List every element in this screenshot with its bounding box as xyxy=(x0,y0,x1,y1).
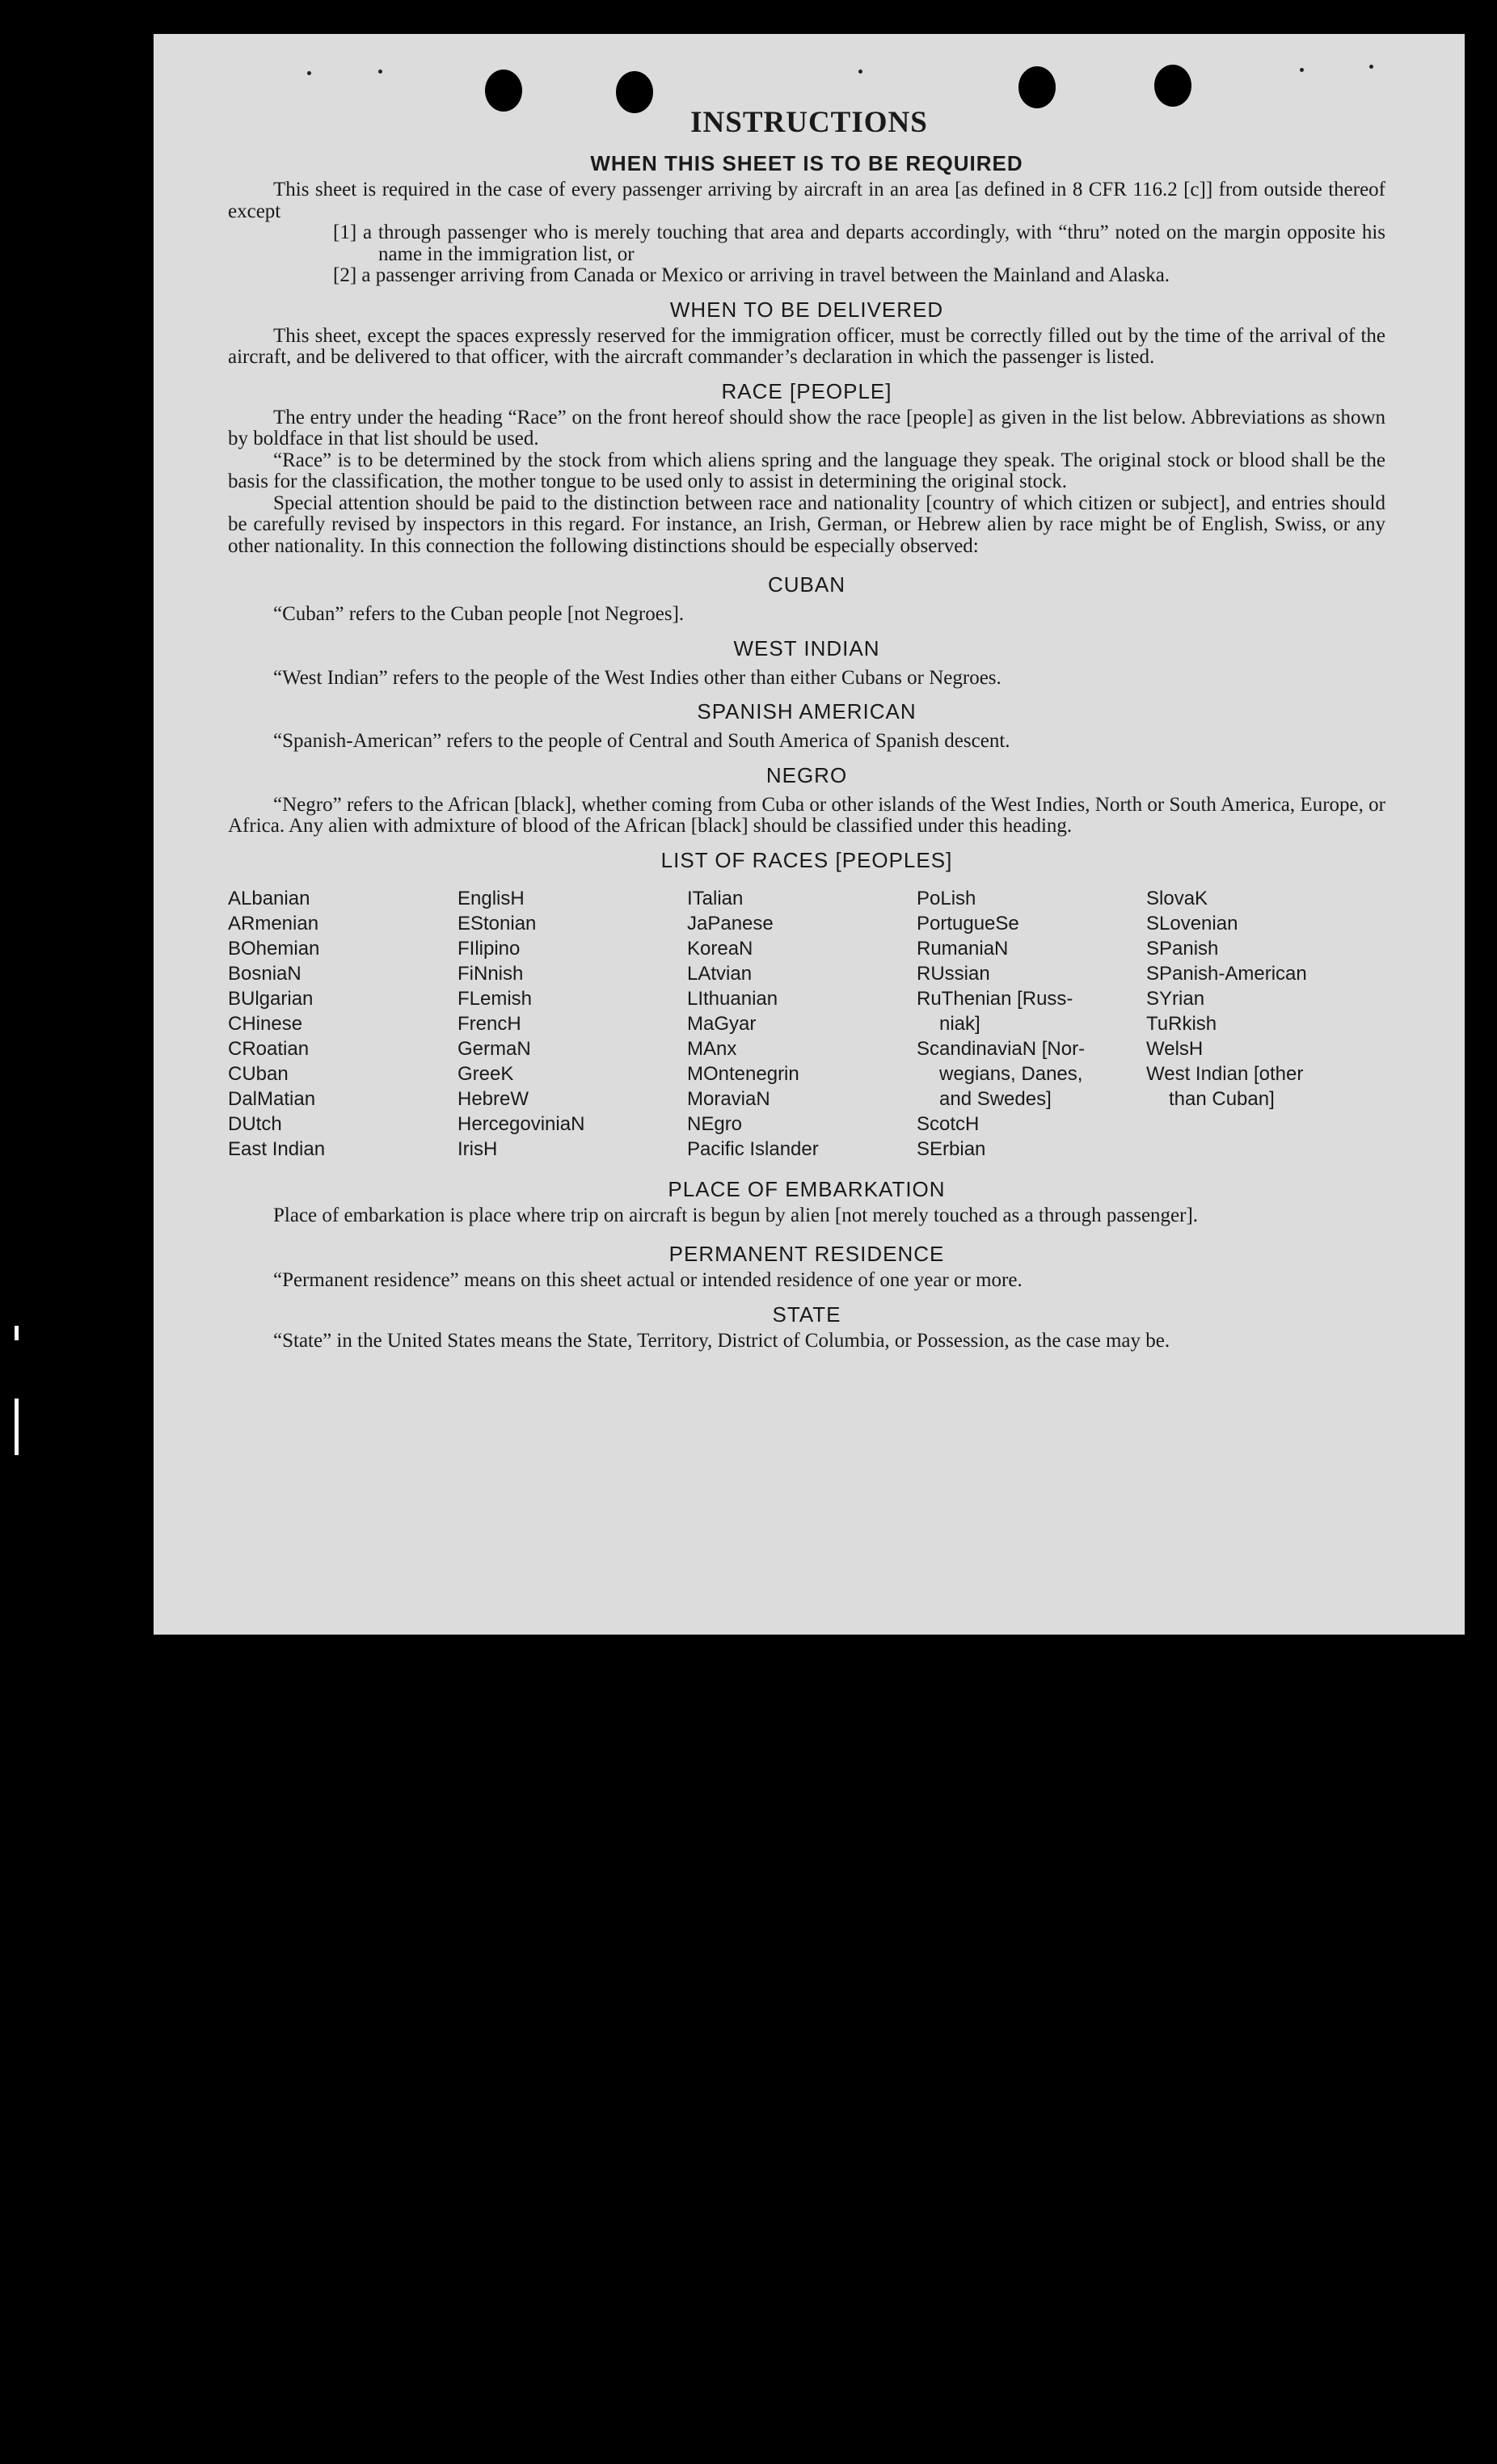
negro-text: “Negro” refers to the African [black], whether coming from Cuba or other islands of the West Indies, North or South America, Europe, or Africa. Any alien with admixture of blood of the African [black] should be classified under this heading. xyxy=(228,793,1385,837)
race-entry: IrisH xyxy=(458,1137,498,1160)
race-entry: LAtvian xyxy=(687,962,753,985)
race-entry: ARmenian xyxy=(228,912,319,935)
race-entry: SYrian xyxy=(1146,987,1205,1010)
race-entry: Pacific Islander xyxy=(687,1137,819,1160)
race-entry: East Indian xyxy=(228,1137,326,1160)
embarkation-text: Place of embarkation is place where trip on aircraft is begun by alien [not merely touched as a through passenger]. xyxy=(273,1204,1199,1226)
heading-state: STATE xyxy=(772,1302,841,1327)
speck xyxy=(858,70,862,74)
race-entry: than Cuban] xyxy=(1169,1087,1275,1110)
race-entry: FiNnish xyxy=(458,962,524,985)
race-entry: and Swedes] xyxy=(939,1087,1052,1110)
cuban-text: “Cuban” refers to the Cuban people [not Negroes]. xyxy=(273,603,685,625)
race-entry: CUban xyxy=(228,1062,289,1085)
heading-place-of-embarkation: PLACE OF EMBARKATION xyxy=(668,1176,946,1201)
race-entry: PortugueSe xyxy=(917,912,1019,935)
race-entry: RuThenian [Russ- xyxy=(917,987,1073,1010)
race-entry: ScotcH xyxy=(917,1112,980,1135)
film-scratch xyxy=(15,1399,19,1455)
race-paragraph-1: The entry under the heading “Race” on the front hereof should show the race [people] as given in the list below. Abbreviations as shown by boldface in that list should be used. xyxy=(228,406,1385,449)
punch-hole xyxy=(1018,66,1056,108)
race-entry: ScandinaviaN [Nor- xyxy=(917,1037,1086,1060)
state-text: “State” in the United States means the State, Territory, District of Columbia, or Possession, as the case may be. xyxy=(273,1329,1170,1352)
race-entry: MAnx xyxy=(687,1037,737,1060)
speck xyxy=(378,70,382,74)
races-column-1 xyxy=(228,886,458,1162)
race-entry: FIlipino xyxy=(458,937,521,960)
race-entry: GermaN xyxy=(458,1037,531,1060)
when-delivered-text: This sheet, except the spaces expressly reserved for the immigration officer, must be correctly filled out by the time of the arrival of the aircraft, and be delivered to that officer, with the aircraft commander’s declaration in which the passenger is listed. xyxy=(228,324,1385,368)
race-entry: JaPanese xyxy=(687,912,774,935)
race-entry: TuRkish xyxy=(1146,1012,1217,1035)
race-entry: FLemish xyxy=(458,987,533,1010)
race-entry: niak] xyxy=(939,1012,980,1035)
heading-when-required: WHEN THIS SHEET IS TO BE REQUIRED xyxy=(590,151,1023,175)
races-column-3 xyxy=(687,886,917,1162)
race-entry: SLovenian xyxy=(1146,912,1238,935)
heading-list-of-races: LIST OF RACES [PEOPLES] xyxy=(660,847,953,872)
speck xyxy=(1369,65,1373,69)
heading-permanent-residence: PERMANENT RESIDENCE xyxy=(668,1242,945,1266)
heading-spanish-american: SPANISH AMERICAN xyxy=(697,699,917,724)
page-title: INSTRUCTIONS xyxy=(690,106,928,139)
race-entry: RUssian xyxy=(917,962,990,985)
race-entry: FrencH xyxy=(458,1012,521,1035)
instructions-body xyxy=(228,147,1385,1352)
race-entry: DalMatian xyxy=(228,1087,316,1110)
race-entry: CHinese xyxy=(228,1012,303,1035)
race-entry: GreeK xyxy=(458,1062,514,1085)
race-entry: SErbian xyxy=(917,1137,986,1160)
race-entry: BUlgarian xyxy=(228,987,314,1010)
heading-west-indian: WEST INDIAN xyxy=(733,635,880,660)
races-column-2 xyxy=(458,886,687,1162)
race-paragraph-2: “Race” is to be determined by the stock from which aliens spring and the language they speak. The original stock or blood shall be the basis for the classification, the mother tongue to be used only to assist in determining the original stock. xyxy=(228,449,1385,492)
when-required-item-2: [2] a passenger arriving from Canada or Mexico or arriving in travel between the Mainland and Alaska. xyxy=(333,264,1170,286)
races-column-5 xyxy=(1146,886,1376,1162)
heading-when-delivered: WHEN TO BE DELIVERED xyxy=(669,297,944,322)
race-entry: EnglisH xyxy=(458,887,525,909)
race-entry: MaGyar xyxy=(687,1012,757,1035)
when-required-intro: This sheet is required in the case of every passenger arriving by aircraft in an area [as defined in 8 CFR 116.2 [c]] from outside thereof except xyxy=(228,179,1385,222)
race-entry: ALbanian xyxy=(228,887,310,909)
race-entry: PoLish xyxy=(917,887,976,909)
race-entry: NEgro xyxy=(687,1112,743,1135)
race-entry: DUtch xyxy=(228,1112,282,1135)
race-entry: KoreaN xyxy=(687,937,753,960)
race-entry: LIthuanian xyxy=(687,987,778,1010)
heading-negro: NEGRO xyxy=(765,762,848,787)
when-required-item-1: [1] a through passenger who is merely touching that area and departs accordingly, with “thru” noted on the margin opposite his name in the immigration list, or xyxy=(333,222,1385,265)
race-entry: EStonian xyxy=(458,912,537,935)
races-list xyxy=(228,886,1385,1162)
spanish-american-text: “Spanish-American” refers to the people of Central and South America of Spanish descent. xyxy=(273,730,1010,752)
race-entry: SPanish-American xyxy=(1146,962,1307,985)
race-entry: wegians, Danes, xyxy=(939,1062,1083,1085)
race-entry: BosniaN xyxy=(228,962,302,985)
punch-hole xyxy=(1154,65,1191,107)
west-indian-text: “West Indian” refers to the people of the West Indies other than either Cubans or Negroes. xyxy=(273,666,1002,689)
race-entry: MoraviaN xyxy=(687,1087,770,1110)
races-column-4 xyxy=(917,886,1146,1162)
race-entry: SPanish xyxy=(1146,937,1219,960)
race-entry: RumaniaN xyxy=(917,937,1009,960)
race-entry: HebreW xyxy=(458,1087,529,1110)
race-entry: MOntenegrin xyxy=(687,1062,799,1085)
film-scratch xyxy=(15,1326,19,1340)
race-entry: CRoatian xyxy=(228,1037,310,1060)
race-entry: West Indian [other xyxy=(1146,1062,1304,1085)
speck xyxy=(307,71,311,75)
speck xyxy=(1300,68,1304,72)
race-entry: SlovaK xyxy=(1146,887,1208,909)
heading-cuban: CUBAN xyxy=(767,572,845,597)
race-entry: HercegoviniaN xyxy=(458,1112,585,1135)
race-entry: ITalian xyxy=(687,887,744,909)
residence-text: “Permanent residence” means on this sheet actual or intended residence of one year or more. xyxy=(273,1269,1023,1291)
race-paragraph-3: Special attention should be paid to the distinction between race and nationality [country of which citizen or subject], and entries should be carefully revised by inspectors in this regard. For instance, an Irish, German, or Hebrew alien by race might be of English, Swiss, or any other nationality. In this connection the following distinctions should be especially observed: xyxy=(228,492,1385,557)
race-entry: WelsH xyxy=(1146,1037,1204,1060)
instruction-sheet xyxy=(154,34,1465,1635)
race-entry: BOhemian xyxy=(228,937,320,960)
heading-race: RACE [PEOPLE] xyxy=(721,378,892,403)
